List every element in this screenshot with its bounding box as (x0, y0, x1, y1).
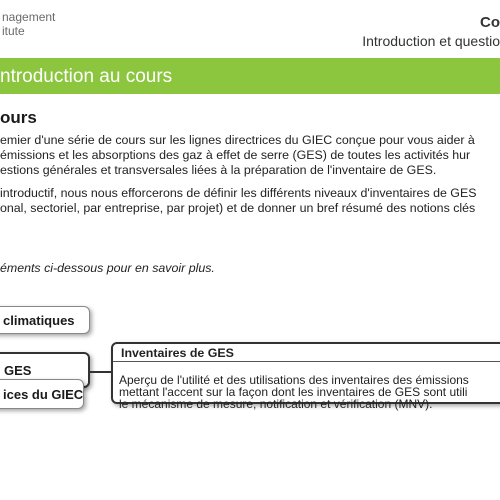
objectives-paragraph (0, 186, 476, 216)
paragraph-line: éments ci-dessous pour en savoir plus. (0, 261, 215, 275)
intro-paragraph (0, 133, 475, 178)
topic-button-label: GES (4, 362, 32, 378)
topic-button-label: climatiques (3, 312, 75, 328)
topic-button-label: ices du GIEC (3, 386, 84, 402)
info-box-title: Inventaires de GES (113, 344, 500, 362)
paragraph-line: onal, sectoriel, par entreprise, par projet) et de donner un bref résumé des notions clés (0, 201, 476, 215)
paragraph-line: introductif, nous nous efforcerons de définir les différents niveaux d'inventaires de GES (0, 186, 477, 200)
course-header (362, 14, 500, 50)
logo-line: nagement (2, 10, 56, 24)
institute-logo (2, 10, 55, 38)
info-box (111, 342, 500, 411)
instruction-paragraph (0, 261, 215, 276)
paragraph-line: emier d'une série de cours sur les lignes directrices du GIEC conçue pour vous aider à (0, 133, 475, 147)
paragraph-line: émissions et les absorptions des gaz à effet de serre (GES) de toutes les activités hur (0, 148, 471, 162)
logo-line: itute (2, 24, 25, 38)
section-title: ours (0, 108, 37, 127)
info-box-text (119, 374, 469, 410)
info-line: Aperçu de l'utilité et des utilisations des inventaires des émissions (119, 373, 469, 387)
course-subtitle: Introduction et questio (362, 33, 500, 49)
paragraph-line: estions générales et transversales liées à la préparation de l'inventaire de GES. (0, 163, 437, 177)
info-line: mettant l'accent sur la façon dont les inventaires de GES sont utili (119, 385, 468, 399)
topic-button-giec[interactable] (0, 379, 84, 409)
info-line: le mécanisme de mesure, notification et vérification (MNV). (119, 397, 433, 411)
title-banner (0, 58, 500, 94)
banner-title: ntroduction au cours (0, 66, 173, 87)
topic-button-climatiques[interactable] (0, 306, 90, 334)
course-code: Co (480, 14, 500, 31)
connector-line (90, 371, 112, 373)
